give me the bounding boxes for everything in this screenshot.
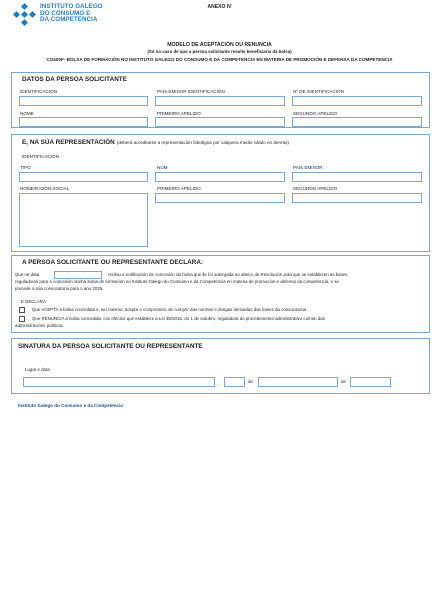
country-label: PAÍS EMISOR (293, 165, 323, 170)
annex-label: ANEXO IV (207, 4, 232, 10)
rep-second-surname-field[interactable] (292, 193, 422, 203)
date-prefix: Que na data (15, 272, 40, 277)
signature-section-title: SINATURA DA PERSOA SOLICITANTE OU REPRESENTANTE (18, 343, 203, 350)
form-title: MODELO DE ACEPTACIÓN OU RENUNCIA (167, 42, 272, 48)
declaration-section (11, 255, 430, 333)
representative-title-text: E, NA SÚA REPRESENTACIÓN (22, 139, 115, 146)
logo-text: INSTITUTO GALEGO DO CONSUMO E DA COMPETENCIA (40, 3, 103, 24)
place-date-label: Lugar e data (25, 367, 50, 372)
issuing-country-field[interactable] (155, 96, 285, 106)
rep-first-surname-field[interactable] (155, 193, 285, 203)
first-surname-label: PRIMEIRO APELIDO (157, 111, 201, 116)
renounce-option-text-2: administracións públicas. (15, 323, 65, 328)
representative-section-title (22, 139, 289, 146)
renounce-option-text-1: Que RENUNCIA á bolsa concedida, cos efectos que establece a Lei 39/2015, do 1 de outubro, reguladora do procedemento administrativo común das (32, 316, 325, 321)
de-label-1: de (248, 379, 253, 384)
name-label: NOME (20, 111, 34, 116)
place-field[interactable] (23, 377, 215, 387)
rep-first-surname-label: PRIMEIRO APELIDO (157, 186, 201, 191)
representative-id-subhead: IDENTIFICACIÓN (22, 154, 60, 159)
day-field[interactable] (224, 377, 245, 387)
second-surname-label: SEGUNDO APELIDO (293, 111, 338, 116)
company-name-field[interactable] (19, 193, 148, 247)
declaration-paragraph-3: procede á súa convocatoria para o ano 2025. (15, 286, 104, 291)
issuing-country-label: PAÍS EMISOR IDENTIFICACIÓN (157, 89, 225, 94)
accept-option-text: Que ACEPTA a bolsa concedida e, así mesmo, acepta o compromiso de cumprir das normas e obrigas derivadas das bases da convocatoria. (32, 307, 308, 312)
type-label: TIPO (20, 165, 31, 170)
declaration-paragraph-1: recibiu a notificación de concesión da bolsa que lle foi outorgada ao abeiro da Resolución pola que se establecen as bases (108, 272, 348, 277)
de-label-2: de (341, 379, 346, 384)
second-surname-field[interactable] (292, 117, 422, 127)
footer-institution: Instituto Galego do Consumo e da Competencia (18, 403, 123, 408)
signature-section (11, 338, 430, 394)
type-field[interactable] (19, 172, 148, 182)
place-comma: , (217, 381, 219, 386)
first-surname-field[interactable] (155, 117, 285, 127)
rep-second-surname-label: SEGUNDO APELIDO (293, 186, 338, 191)
notification-date-field[interactable] (54, 271, 102, 279)
form-subtitle: (Só no caso de que a persoa solicitante resulte beneficiaria da bolsa) (147, 49, 292, 54)
id-number-field[interactable] (292, 96, 422, 106)
form-title-block (0, 42, 439, 62)
applicant-section (11, 72, 430, 128)
and-declares-label: E DECLARA: (21, 299, 48, 304)
representative-section (11, 134, 430, 252)
num-field[interactable] (155, 172, 285, 182)
form-code-line: CO400F- BOLSA DE FORMACIÓN NO INSTITUTO GALEGO DO CONSUMO E DA COMPETENCIA EN MATERIA DE PROMOCIÓN E DEFENSA DA COMPETENCIA (46, 57, 393, 62)
month-field[interactable] (258, 377, 338, 387)
id-number-label: Nº DE IDENTIFICACIÓN (293, 89, 344, 94)
declaration-paragraph-2: reguladoras para a concesión dunha bolsa de formación no Instituto Galego do Consumo e da Competencia en materia de promoción e defensa da competencia, e se (15, 279, 339, 284)
company-name-label: NOME/RAZÓN SOCIAL (20, 186, 70, 191)
accept-checkbox[interactable] (19, 307, 25, 313)
identification-field[interactable] (19, 96, 148, 106)
applicant-section-title: DATOS DA PERSOA SOLICITANTE (22, 76, 127, 83)
identification-label: IDENTIFICACIÓN (20, 89, 58, 94)
num-label: NÚM (157, 165, 168, 170)
representative-note: (deberá acreditarse a representación fidedigna por calquera medio válido en dereito) (116, 140, 289, 145)
name-field[interactable] (19, 117, 148, 127)
declaration-section-title: A PERSOA SOLICITANTE OU REPRESENTANTE DECLARA: (22, 259, 204, 266)
country-field[interactable] (292, 172, 422, 182)
year-field[interactable] (350, 377, 391, 387)
renounce-checkbox[interactable] (19, 316, 25, 322)
